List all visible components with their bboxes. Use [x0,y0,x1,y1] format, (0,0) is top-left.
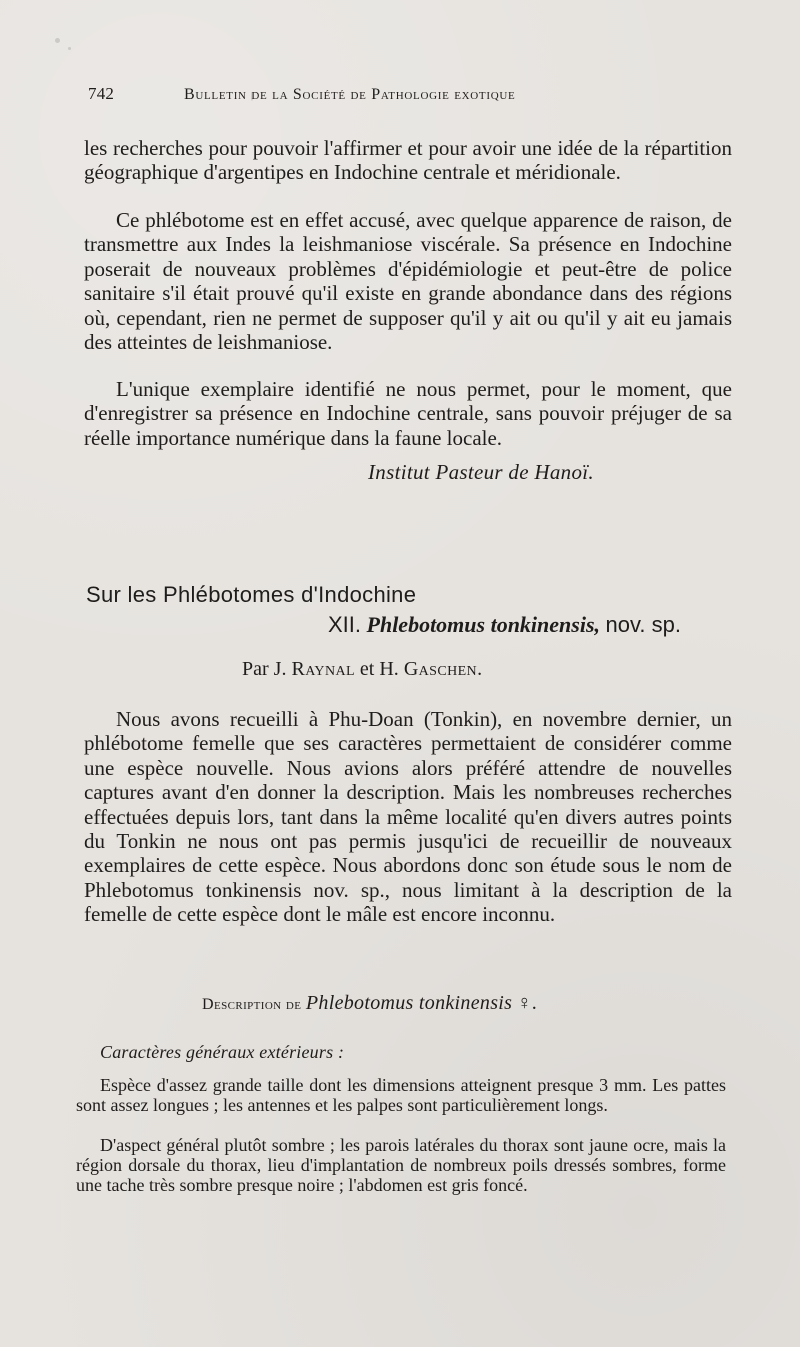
description-heading [202,992,537,1015]
paragraph-text: Espèce d'assez grande taille dont les dimensions atteignent presque 3 mm. Les pattes sont assez longues ; les antennes et les palpes sont particulièrement longs. [76,1075,726,1115]
article-title: Sur les Phlébotomes d'Indochine [86,582,417,607]
paragraph-size [76,1076,726,1116]
paragraph-text: D'aspect général plutôt sombre ; les parois latérales du thorax sont jaune ocre, mais la région dorsale du thorax, lieu d'implantation de nombreux poils dressés sombres, forme une tache très sombre presque noire ; l'abdomen est gris foncé. [76,1135,726,1195]
paragraph-text: Ce phlébotome est en effet accusé, avec quelque apparence de raison, de transmettre aux Indes la leishmaniose viscérale. Sa présence en Indochine poserait de nouveaux problèmes d'épidémiologie et peut-être de police sanitaire s'il était prouvé qu'il existe en grande abondance dans des régions où, cependant, rien ne permet de supposer qu'il y ait ou qu'il y ait eu jamais des atteintes de leishmaniose. [84,208,732,355]
author-name: Raynal [291,658,355,680]
description-label: Description de [202,996,302,1013]
paragraph-new-species [84,707,732,927]
species-status: nov. sp. [605,612,681,637]
section-heading: Caractères généraux extérieurs : [100,1042,345,1062]
author-initial: H. [379,658,399,680]
paragraph-single-specimen [84,377,732,450]
paragraph-argentipes-distribution [84,136,732,185]
paragraph-leishmaniose [84,208,732,354]
author-conjunction: et [359,658,375,680]
running-title: Bulletin de la Société de Pathologie exotique [184,86,516,103]
institution-signature: Institut Pasteur de Hanoï. [368,460,594,484]
paragraph-text: L'unique exemplaire identifié ne nous permet, pour le moment, que d'enregistrer sa présence en Indochine centrale, sans pouvoir préjuger de sa réelle importance numérique dans la faune locale. [84,377,732,450]
species-name: Phlebotomus tonkinensis, [366,612,601,637]
paragraph-appearance [76,1136,726,1195]
paper-speck [68,47,71,50]
author-line [242,658,482,681]
article-subtitle [328,612,681,638]
author-name: Gaschen. [403,658,483,680]
paragraph-text: les recherches pour pouvoir l'affirmer et pour avoir une idée de la répartition géographique d'argentipes en Indochine centrale et méridionale. [84,136,732,185]
page-number: 742 [88,84,115,103]
description-species: Phlebotomus tonkinensis [305,992,513,1014]
author-prefix: Par [242,658,269,680]
article-number: XII. [328,612,362,637]
author-initial: J. [273,658,287,680]
paper-speck [55,38,60,43]
female-symbol: ♀. [516,992,537,1014]
paragraph-text: Nous avons recueilli à Phu-Doan (Tonkin), en novembre dernier, un phlébotome femelle que ses caractères permettaient de considérer comme une espèce nouvelle. Nous avions alors préféré attendre de nouvelles captures avant d'en donner la description. Mais les nombreuses recherches effectuées depuis lors, tant dans la même localité qu'en divers autres points du Tonkin ne nous ont pas permis jusqu'ici de recueillir de nouveaux exemplaires de cette espèce. Nous abordons donc son étude sous le nom de Phlebotomus tonkinensis nov. sp., nous limitant à la description de la femelle de cette espèce dont le mâle est encore inconnu. [84,707,732,927]
page-header [88,84,648,112]
